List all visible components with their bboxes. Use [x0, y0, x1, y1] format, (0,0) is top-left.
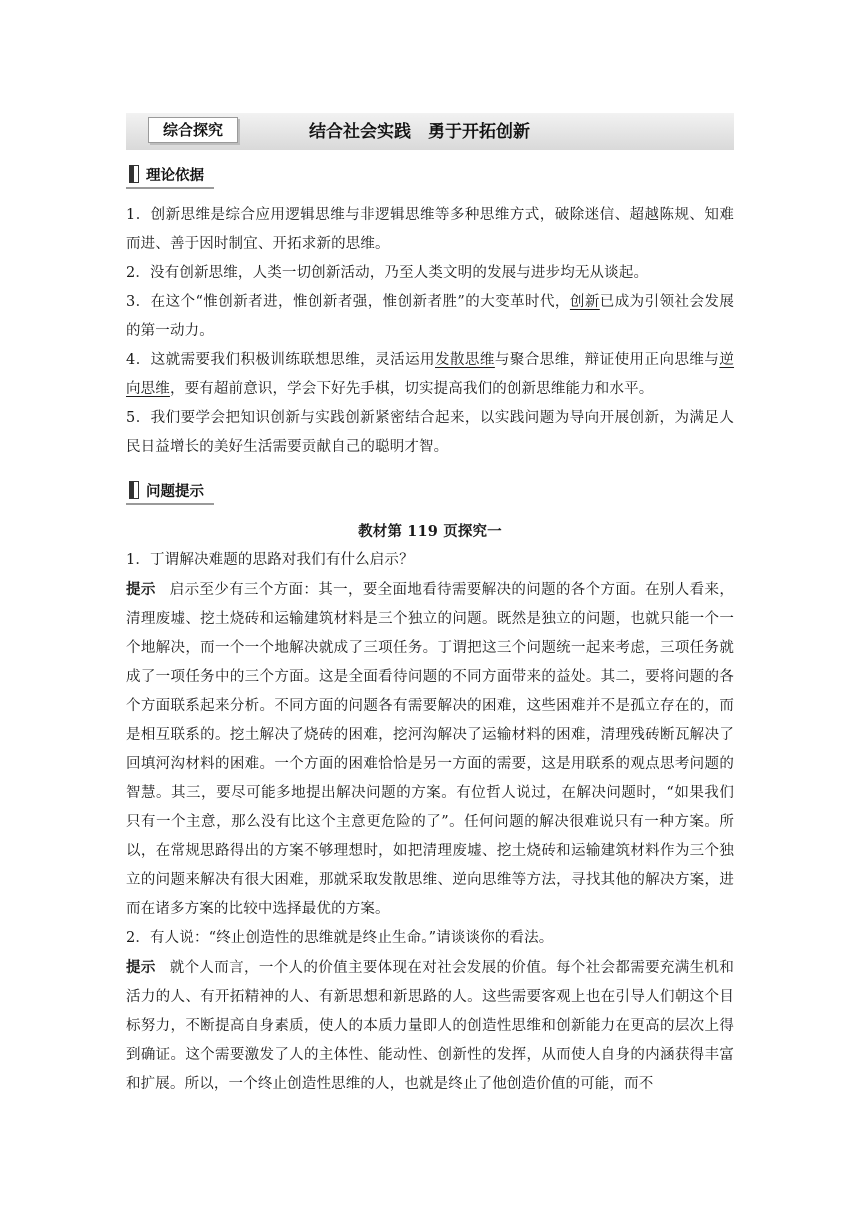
question-2: 2．有人说：“终止创造性的思维就是终止生命。”请谈谈你的看法。 [126, 930, 554, 946]
theory-item-text: 2．没有创新思维，人类一切创新活动，乃至人类文明的发展与进步均无从谈起。 [126, 265, 649, 281]
theory-item-text: 与聚合思维，辩证使用正向思维与 [494, 352, 720, 368]
theory-heading [126, 165, 214, 189]
hints-subtitle: 教材第 119 页探究一 [358, 523, 502, 540]
banner-title: 结合社会实践 勇于开拓创新 [309, 122, 530, 142]
answer-2 [126, 953, 734, 1099]
theory-item-5 [126, 404, 734, 462]
answer-text: 就个人而言，一个人的价值主要体现在对社会发展的价值。每个社会都需要充满生机和活力的人、有开拓精神的人、有新思想和新思路的人。这些需要客观上也在引导人们朝这个目标努力，不断提高自身素质，使人的本质力量即人的创造性思维和创新能力在更高的层次上得到确证。这个需要激发了人的主体性、能动性、创新性的发挥，从而使人自身的内涵获得丰富和扩展。所以，一个终止创造性思维的人，也就是终止了他创造价值的可能，而不 [126, 960, 734, 1092]
answer-label: 提示 [126, 959, 156, 976]
heading-marker-icon [130, 166, 138, 182]
underlined-term: 创新 [569, 294, 600, 310]
theory-item-1 [126, 201, 734, 259]
theory-item-text: 4．这就需要我们积极训练联想思维，灵活运用 [126, 352, 435, 368]
theory-item-text: 3．在这个“惟创新者进，惟创新者强，惟创新者胜”的大变革时代， [126, 294, 570, 310]
theory-heading-label: 理论依据 [146, 168, 204, 184]
hints-heading-label: 问题提示 [146, 484, 204, 500]
answer-text: 启示至少有三个方面：其一，要全面地看待需要解决的问题的各个方面。在别人看来，清理废墟、挖土烧砖和运输建筑材料是三个独立的问题。既然是独立的问题，也就只能一个一个地解决，而一个一个地解决就成了三项任务。丁谓把这三个问题统一起来考虑，三项任务就成了一项任务中的三个方面。这是全面看待问题的不同方面带来的益处。其二，要将问题的各个方面联系起来分析。不同方面的问题各有需要解决的困难，这些困难并不是孤立存在的，而是相互联系的。挖土解决了烧砖的困难，挖河沟解决了运输材料的困难，清理残砖断瓦解决了回填河沟材料的困难。一个方面的困难恰恰是另一方面的需要，这是用联系的观点思考问题的智慧。其三，要尽可能多地提出解决问题的方案。有位哲人说过，在解决问题时，“如果我们只有一个主意，那么没有比这个主意更危险的了”。任何问题的解决很难说只有一种方案。所以，在常规思路得出的方案不够理想时，如把清理废墟、挖土烧砖和运输建筑材料作为三个独立的问题来解决有很大困难，那就采取发散思维、逆向思维等方法，寻找其他的解决方案，进而在诸多方案的比较中选择最优的方案。 [126, 582, 734, 917]
theory-item-4 [126, 346, 734, 404]
underlined-term: 发散思维 [435, 352, 495, 368]
theory-item-text: 5．我们要学会把知识创新与实践创新紧密结合起来，以实践问题为导向开展创新，为满足人民日益增长的美好生活需要贡献自己的聪明才智。 [126, 410, 734, 455]
theory-item-text: ，要有超前意识，学会下好先手棋，切实提高我们的创新思维能力和水平。 [169, 381, 654, 397]
question-1: 1．丁谓解决难题的思路对我们有什么启示？ [126, 552, 414, 568]
banner-tag: 综合探究 [148, 117, 238, 143]
theory-item-text: 1．创新思维是综合应用逻辑思维与非逻辑思维等多种思维方式，破除迷信、超越陈规、知难而进、善于因时制宜、开拓求新的思维。 [126, 207, 734, 252]
answer-1 [126, 575, 734, 924]
heading-marker-icon [130, 482, 138, 498]
answer-label: 提示 [126, 581, 156, 598]
hints-content [126, 517, 734, 1099]
theory-item-2 [126, 259, 734, 288]
theory-list [126, 201, 734, 462]
section-banner [126, 113, 734, 150]
theory-item-3 [126, 288, 734, 346]
theory-item-text: 已成为引领社会发展的第一动力。 [126, 294, 734, 339]
hints-heading [126, 481, 214, 505]
underlined-term: 逆向思维 [126, 352, 735, 397]
